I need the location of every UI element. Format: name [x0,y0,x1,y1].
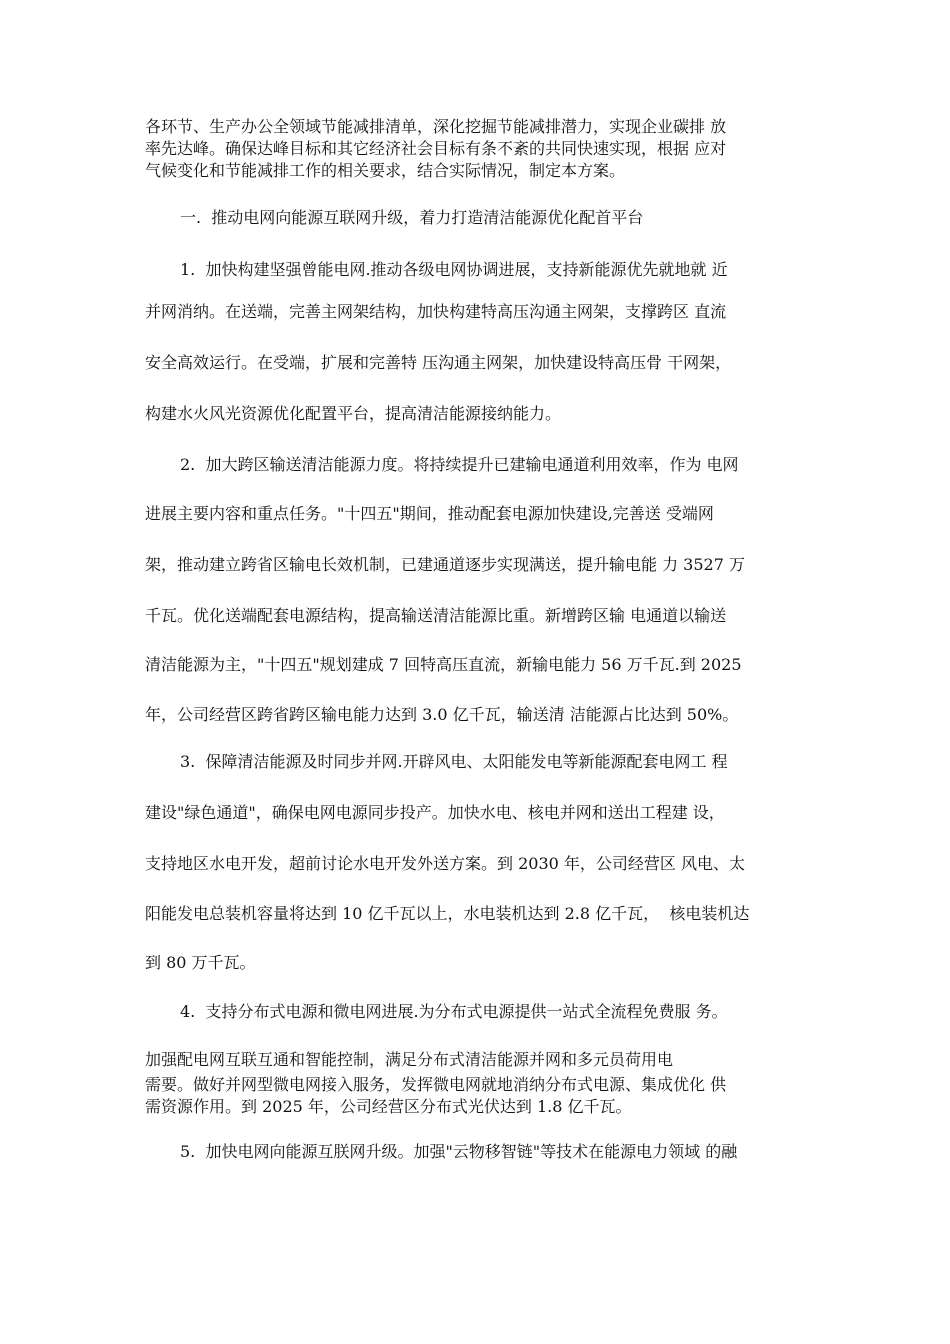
item-3-line: 3. 保障清洁能源及时同步并网.开辟风电、太阳能发电等新能源配套电网工 程 [180,752,728,771]
item-1-line: 构建水火风光资源优化配置平台，提高清洁能源接纳能力。 [145,404,562,423]
section-heading: 一. 推动电网向能源互联网升级，着力打造清洁能源优化配首平台 [180,208,644,227]
item-2-line: 清洁能源为主，"十四五"规划建成 7 回特高压直流，新输电能力 56 万千瓦.到 2025 [145,655,742,674]
item-1-line: 1. 加快构建坚强曾能电网.推动各级电网协调进展，支持新能源优先就地就 近 [180,260,728,279]
item-2-line: 进展主要内容和重点任务。"十四五"期间，推动配套电源加快建设,完善送 受端网 [145,504,714,523]
item-2-line: 2. 加大跨区输送清洁能源力度。将持续提升已建输电通道利用效率，作为 电网 [180,455,739,474]
intro-line: 气候变化和节能减排工作的相关要求，结合实际情况，制定本方案。 [145,161,626,180]
item-3-line: 到 80 万千瓦。 [145,953,256,972]
item-4-line: 加强配电网互联互通和智能控制，满足分布式清洁能源并网和多元员荷用电 [145,1050,674,1069]
item-2-line: 架，推动建立跨省区输电长效机制，已建通道逐步实现满送，提升输电能 力 3527 万 [145,555,745,574]
item-1-line: 并网消纳。在送端，完善主网架结构，加快构建特高压沟通主网架，支撑跨区 直流 [145,302,727,321]
intro-line: 各环节、生产办公全领域节能减排清单，深化挖掘节能减排潜力，实现企业碳排 放 [145,117,727,136]
item-2-line: 年，公司经营区跨省跨区输电能力达到 3.0 亿千瓦，输送清 洁能源占比达到 50%。 [145,705,739,724]
item-1-line: 安全高效运行。在受端，扩展和完善特 压沟通主网架，加快建设特高压骨 干网架， [145,353,732,372]
item-3-line: 阳能发电总装机容量将达到 10 亿千瓦以上，水电装机达到 2.8 亿千瓦， 核电装机达 [145,904,750,923]
item-5-line: 5. 加快电网向能源互朕网升级。加强"云物移智链"等技术在能源电力领域 的融 [180,1142,738,1161]
item-3-line: 支持地区水电开发，超前讨论水电开发外送方案。到 2030 年，公司经营区 风电、太 [145,854,745,873]
intro-line: 率先达峰。确保达峰目标和其它经济社会目标有条不紊的共同快速实现，根据 应对 [145,139,727,158]
item-4-line: 需资源作用。到 2025 年，公司经营区分布式光伏达到 1.8 亿千瓦。 [145,1097,632,1116]
item-4-line: 4. 支持分布式电源和微电网进展.为分布式电源提供一站式全流程免费服 务。 [180,1002,728,1021]
item-4-line: 需要。做好并网型微电网接入服务，发挥微电网就地消纳分布式电源、集成优化 供 [145,1075,727,1094]
item-2-line: 千瓦。优化送端配套电源结构，提高输送清洁能源比重。新增跨区输 电通道以输送 [145,606,727,625]
item-3-line: 建设"绿色通道"，确保电网电源同步投产。加快水电、核电并网和送出工程建 设， [145,803,725,822]
